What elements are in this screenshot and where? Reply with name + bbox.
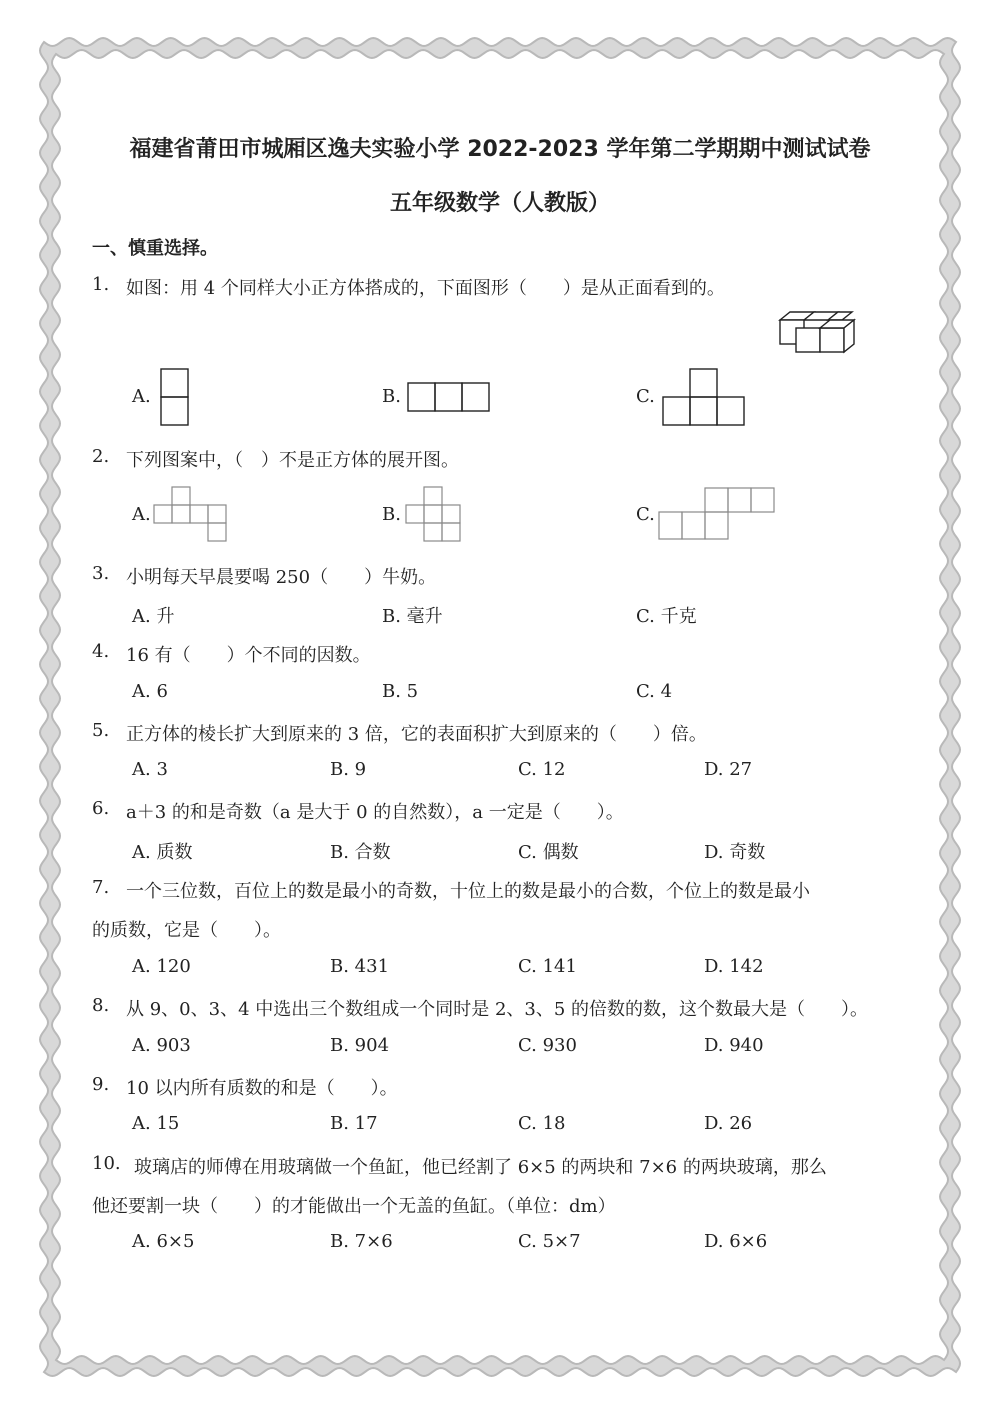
exam-title: 福建省莆田市城厢区逸夫实验小学 2022-2023 学年第二学期期中测试试卷 [129, 137, 871, 162]
option-c-net-figure [658, 487, 778, 543]
option-a-view-figure [160, 368, 190, 428]
option-b[interactable]: B. 904 [330, 1035, 390, 1056]
option-a-label[interactable]: A. [132, 386, 151, 407]
option-c[interactable]: C. 4 [636, 681, 673, 702]
option-c[interactable]: C. 5×7 [518, 1231, 581, 1252]
option-b[interactable]: B. 5 [382, 681, 419, 702]
question-text: 如图：用 4 个同样大小正方体搭成的，下面图形（ ）是从正面看到的。 [126, 278, 725, 299]
option-a[interactable]: A. 3 [132, 759, 168, 780]
option-d[interactable]: D. 26 [704, 1113, 753, 1134]
option-c[interactable]: C. 千克 [636, 606, 697, 627]
option-c-label[interactable]: C. [636, 386, 655, 407]
option-c-label[interactable]: C. [636, 504, 655, 525]
option-b[interactable]: B. 毫升 [382, 606, 443, 627]
option-a[interactable]: A. 质数 [132, 842, 193, 863]
option-c[interactable]: C. 18 [518, 1113, 566, 1134]
option-b[interactable]: B. 合数 [330, 842, 391, 863]
question-text-continued: 他还要割一块（ ）的才能做出一个无盖的鱼缸。（单位：dm） [92, 1196, 616, 1217]
option-c[interactable]: C. 141 [518, 956, 577, 977]
option-d[interactable]: D. 142 [704, 956, 764, 977]
option-c[interactable]: C. 偶数 [518, 842, 579, 863]
option-a[interactable]: A. 120 [132, 956, 191, 977]
question-number: 6. [92, 798, 110, 819]
question-text: 16 有（ ）个不同的因数。 [126, 645, 371, 666]
option-b-label[interactable]: B. [382, 504, 401, 525]
option-b-label[interactable]: B. [382, 386, 401, 407]
option-b[interactable]: B. 431 [330, 956, 390, 977]
option-d[interactable]: D. 6×6 [704, 1231, 768, 1252]
question-number: 4. [92, 641, 110, 662]
question-text-continued: 的质数，它是（ ）。 [92, 920, 281, 941]
option-b-net-figure [406, 486, 466, 542]
question-text: 正方体的棱长扩大到原来的 3 倍，它的表面积扩大到原来的（ ）倍。 [126, 724, 707, 745]
question-text: 10 以内所有质数的和是（ ）。 [126, 1078, 398, 1099]
option-c[interactable]: C. 930 [518, 1035, 577, 1056]
option-a[interactable]: A. 6×5 [132, 1231, 195, 1252]
question-text: 从 9、0、3、4 中选出三个数组成一个同时是 2、3、5 的倍数的数，这个数最大是（ ）。 [126, 999, 869, 1020]
option-d[interactable]: D. 27 [704, 759, 753, 780]
question-text: a＋3 的和是奇数（a 是大于 0 的自然数），a 一定是（ ）。 [126, 802, 624, 823]
option-d[interactable]: D. 奇数 [704, 842, 766, 863]
option-c[interactable]: C. 12 [518, 759, 566, 780]
section-heading: 一、慎重选择。 [92, 238, 218, 259]
question-number: 3. [92, 563, 110, 584]
option-a[interactable]: A. 6 [132, 681, 168, 702]
question-text: 玻璃店的师傅在用玻璃做一个鱼缸，他已经割了 6×5 的两块和 7×6 的两块玻璃，那么 [134, 1157, 827, 1178]
option-b[interactable]: B. 7×6 [330, 1231, 393, 1252]
option-a[interactable]: A. 903 [132, 1035, 191, 1056]
question-number: 9. [92, 1074, 110, 1095]
option-b[interactable]: B. 9 [330, 759, 367, 780]
option-a-label[interactable]: A. [132, 504, 151, 525]
option-d[interactable]: D. 940 [704, 1035, 764, 1056]
question-number: 8. [92, 995, 110, 1016]
option-b-view-figure [407, 382, 491, 414]
exam-subtitle: 五年级数学（人教版） [389, 191, 610, 216]
question-text: 小明每天早晨要喝 250（ ）牛奶。 [126, 567, 437, 588]
option-b[interactable]: B. 17 [330, 1113, 378, 1134]
question-number: 5. [92, 720, 110, 741]
stacked-cubes-figure [776, 308, 856, 356]
question-text: 下列图案中，（ ）不是正方体的展开图。 [126, 450, 459, 471]
option-a[interactable]: A. 升 [132, 606, 175, 627]
option-a-net-figure [154, 486, 234, 542]
question-text: 一个三位数，百位上的数是最小的奇数，十位上的数是最小的合数，个位上的数是最小 [126, 881, 810, 902]
option-c-view-figure [662, 368, 746, 428]
option-a[interactable]: A. 15 [132, 1113, 180, 1134]
question-number: 10. [92, 1153, 121, 1174]
question-number: 7. [92, 877, 110, 898]
question-number: 1. [92, 274, 110, 295]
question-number: 2. [92, 446, 110, 467]
